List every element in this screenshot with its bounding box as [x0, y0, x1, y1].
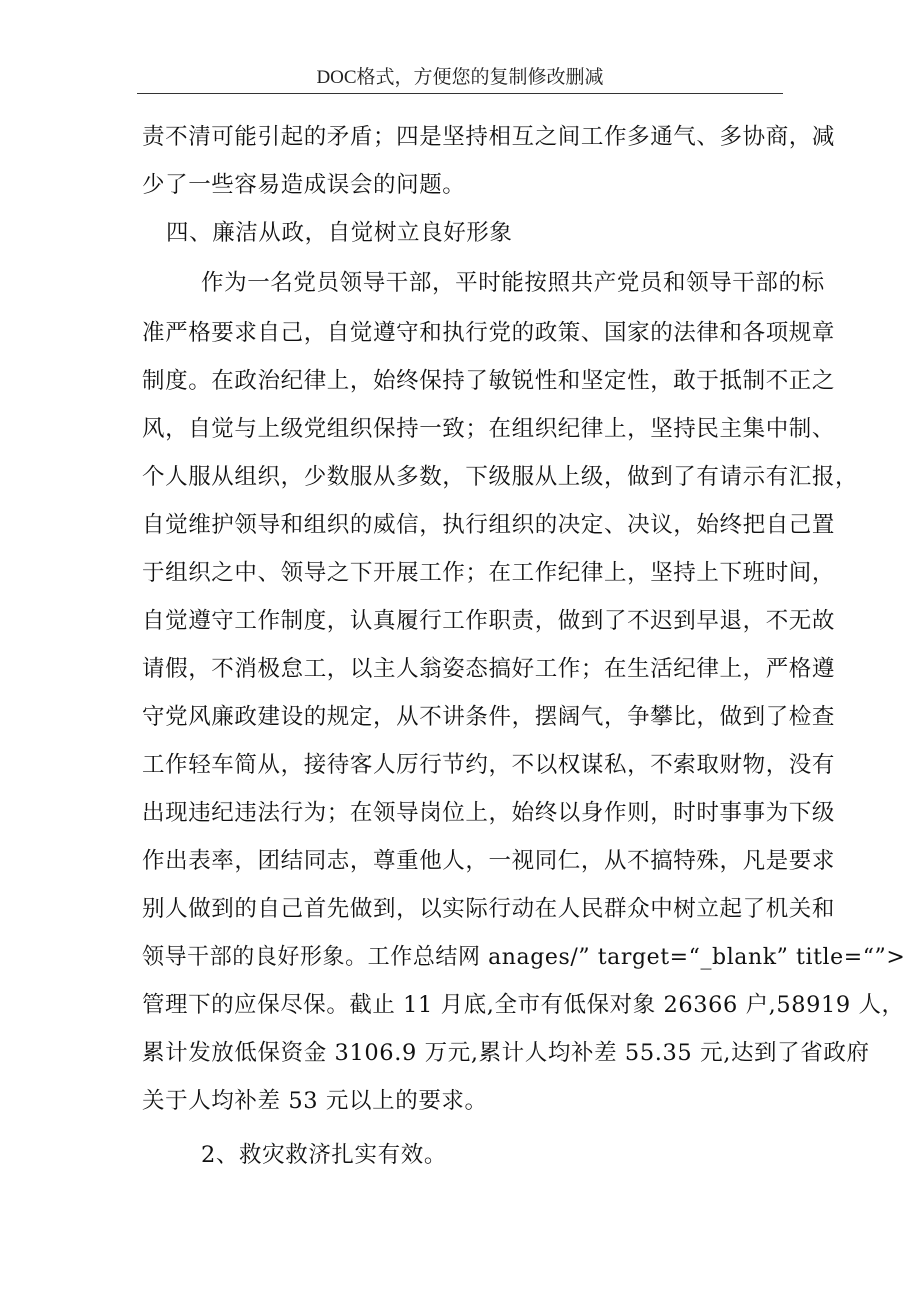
body-line: 风，自觉与上级党组织保持一致；在组织纪律上，坚持民主集中制、 — [142, 416, 836, 442]
paragraph-first-line: 作为一名党员领导干部，平时能按照共产党员和领导干部的标 — [201, 270, 825, 296]
body-line: 别人做到的自己首先做到，以实际行动在人民群众中树立起了机关和 — [142, 896, 836, 922]
body-line: 累计发放低保资金 3106.9 万元,累计人均补差 55.35 元,达到了省政府 — [142, 1040, 870, 1066]
body-line: 责不清可能引起的矛盾；四是坚持相互之间工作多通气、多协商，减 — [142, 124, 836, 150]
body-line: 少了一些容易造成误会的问题。 — [142, 172, 466, 198]
header-rule — [137, 93, 783, 94]
page-header: DOC格式，方便您的复制修改删减 — [316, 67, 604, 88]
body-line: 领导干部的良好形象。工作总结网 anages/” target=“_blank” title=“”> — [142, 944, 906, 970]
body-line: 工作轻车简从，接待客人厉行节约，不以权谋私，不索取财物，没有 — [142, 752, 836, 778]
body-line: 制度。在政治纪律上，始终保持了敏锐性和坚定性，敢于抵制不正之 — [142, 368, 836, 394]
body-line: 个人服从组织，少数服从多数，下级服从上级，做到了有请示有汇报， — [142, 464, 859, 490]
body-line: 关于人均补差 53 元以上的要求。 — [142, 1088, 488, 1114]
body-line: 自觉遵守工作制度，认真履行工作职责，做到了不迟到早退，不无故 — [142, 608, 836, 634]
body-line: 请假，不消极怠工，以主人翁姿态搞好工作；在生活纪律上，严格遵 — [142, 656, 836, 682]
body-line: 准严格要求自己，自觉遵守和执行党的政策、国家的法律和各项规章 — [142, 320, 836, 346]
body-line: 作出表率，团结同志，尊重他人，一视同仁，从不搞特殊，凡是要求 — [142, 848, 836, 874]
body-line: 守党风廉政建设的规定，从不讲条件，摆阔气，争攀比，做到了检查 — [142, 704, 836, 730]
body-line: 自觉维护领导和组织的威信，执行组织的决定、决议，始终把自己置 — [142, 512, 836, 538]
body-line: 于组织之中、领导之下开展工作；在工作纪律上，坚持上下班时间， — [142, 560, 836, 586]
section-heading: 四、廉洁从政，自觉树立良好形象 — [166, 220, 513, 246]
body-line: 管理下的应保尽保。截止 11 月底,全市有低保对象 26366 户,58919 人， — [142, 992, 905, 1018]
body-line: 出现违纪违法行为；在领导岗位上，始终以身作则，时时事事为下级 — [142, 800, 836, 826]
subsection-heading: 2、救灾救济扎实有效。 — [201, 1142, 447, 1168]
